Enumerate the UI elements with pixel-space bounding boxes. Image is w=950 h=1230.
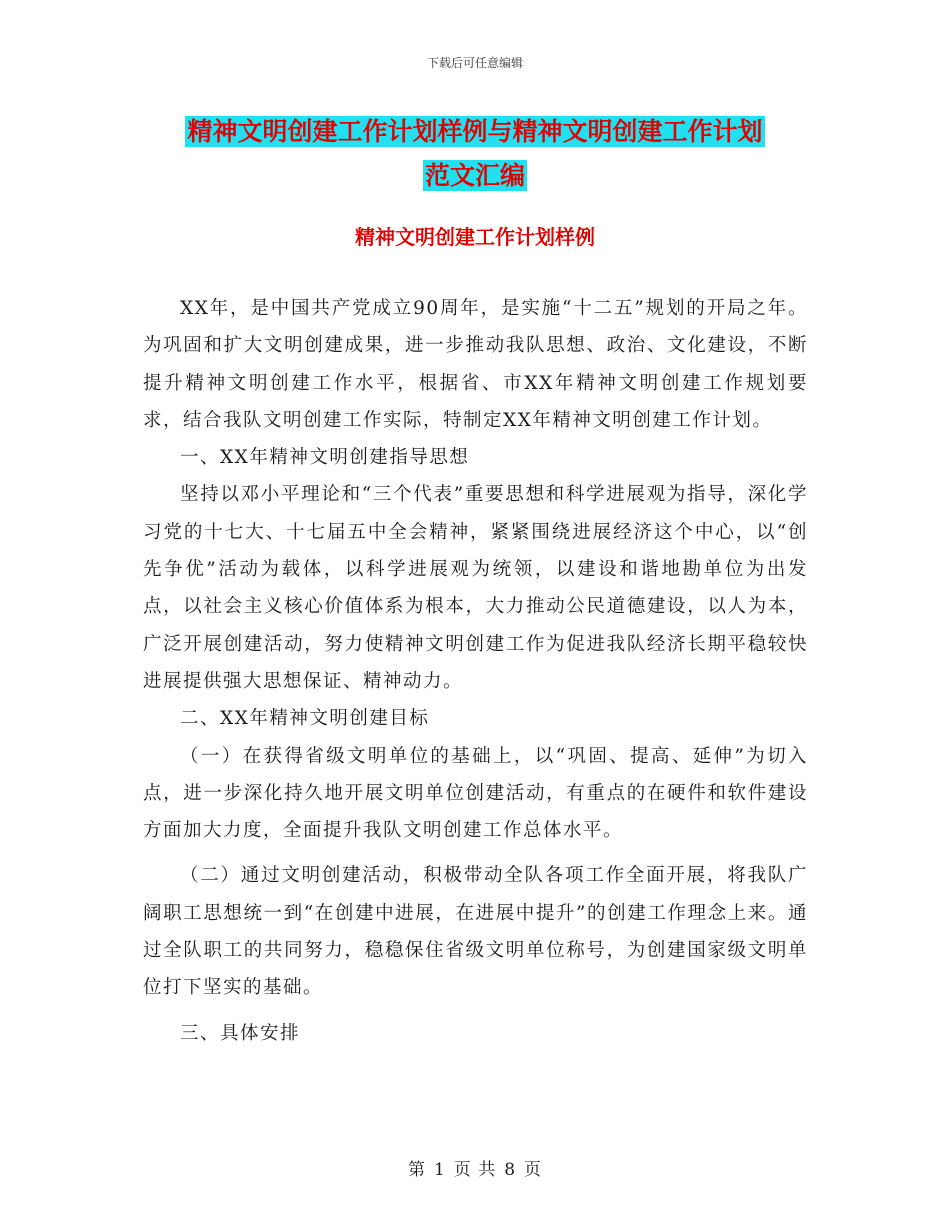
paragraph-guiding-thought: 坚持以邓小平理论和“三个代表”重要思想和科学进展观为指导，深化学习党的十七大、十七届五中全会精神，紧紧围绕进展经济这个中心，以“创先争优”活动为载体，以科学进展观为统领，以建设和谐地勘单位为出发点，以社会主义核心价值体系为根本，大力推动公民道德建设，以人为本，广泛开展创建活动，努力使精神文明创建工作为促进我队经济长期平稳较快进展提供强大思想保证、精神动力。: [143, 484, 808, 692]
main-title: [150, 110, 800, 198]
header-note: 下载后可任意编辑: [426, 56, 523, 70]
footer-total-pages: 8: [504, 1160, 517, 1180]
heading-arrangements: 三、具体安排: [180, 1022, 301, 1044]
heading-guiding-thought: 一、XX年精神文明创建指导思想: [180, 447, 470, 469]
heading-goals: 二、XX年精神文明创建目标: [180, 708, 430, 730]
page-footer: [0, 1155, 950, 1180]
footer-suffix: 页: [524, 1160, 543, 1180]
document-body: [143, 290, 808, 1052]
footer-middle: 页 共: [453, 1160, 497, 1180]
main-title-line2: 范文汇编: [424, 161, 525, 190]
paragraph-goal-1: （一）在获得省级文明单位的基础上，以“巩固、提高、延伸”为切入点，进一步深化持久地开展文明单位创建活动，有重点的在硬件和软件建设方面加大力度，全面提升我队文明创建工作总体水平。: [143, 745, 808, 842]
footer-prefix: 第: [407, 1160, 426, 1180]
section-title: 精神文明创建工作计划样例: [355, 225, 595, 249]
paragraph-goal-2: （二）通过文明创建活动，积极带动全队各项工作全面开展，将我队广阔职工思想统一到“在创建中进展，在进展中提升”的创建工作理念上来。通过全队职工的共同努力，稳稳保住省级文明单位称号，为创建国家级文明单位打下坚实的基础。: [143, 865, 808, 999]
paragraph-intro: XX年，是中国共产党成立90周年，是实施“十二五”规划的开局之年。为巩固和扩大文明创建成果，进一步推动我队思想、政治、文化建设，不断提升精神文明创建工作水平，根据省、市XX年精神文明创建工作规划要求，结合我队文明创建工作实际，特制定XX年精神文明创建工作计划。: [143, 298, 808, 431]
footer-page-number: 1: [433, 1160, 446, 1180]
main-title-line1: 精神文明创建工作计划样例与精神文明创建工作计划: [187, 117, 763, 146]
